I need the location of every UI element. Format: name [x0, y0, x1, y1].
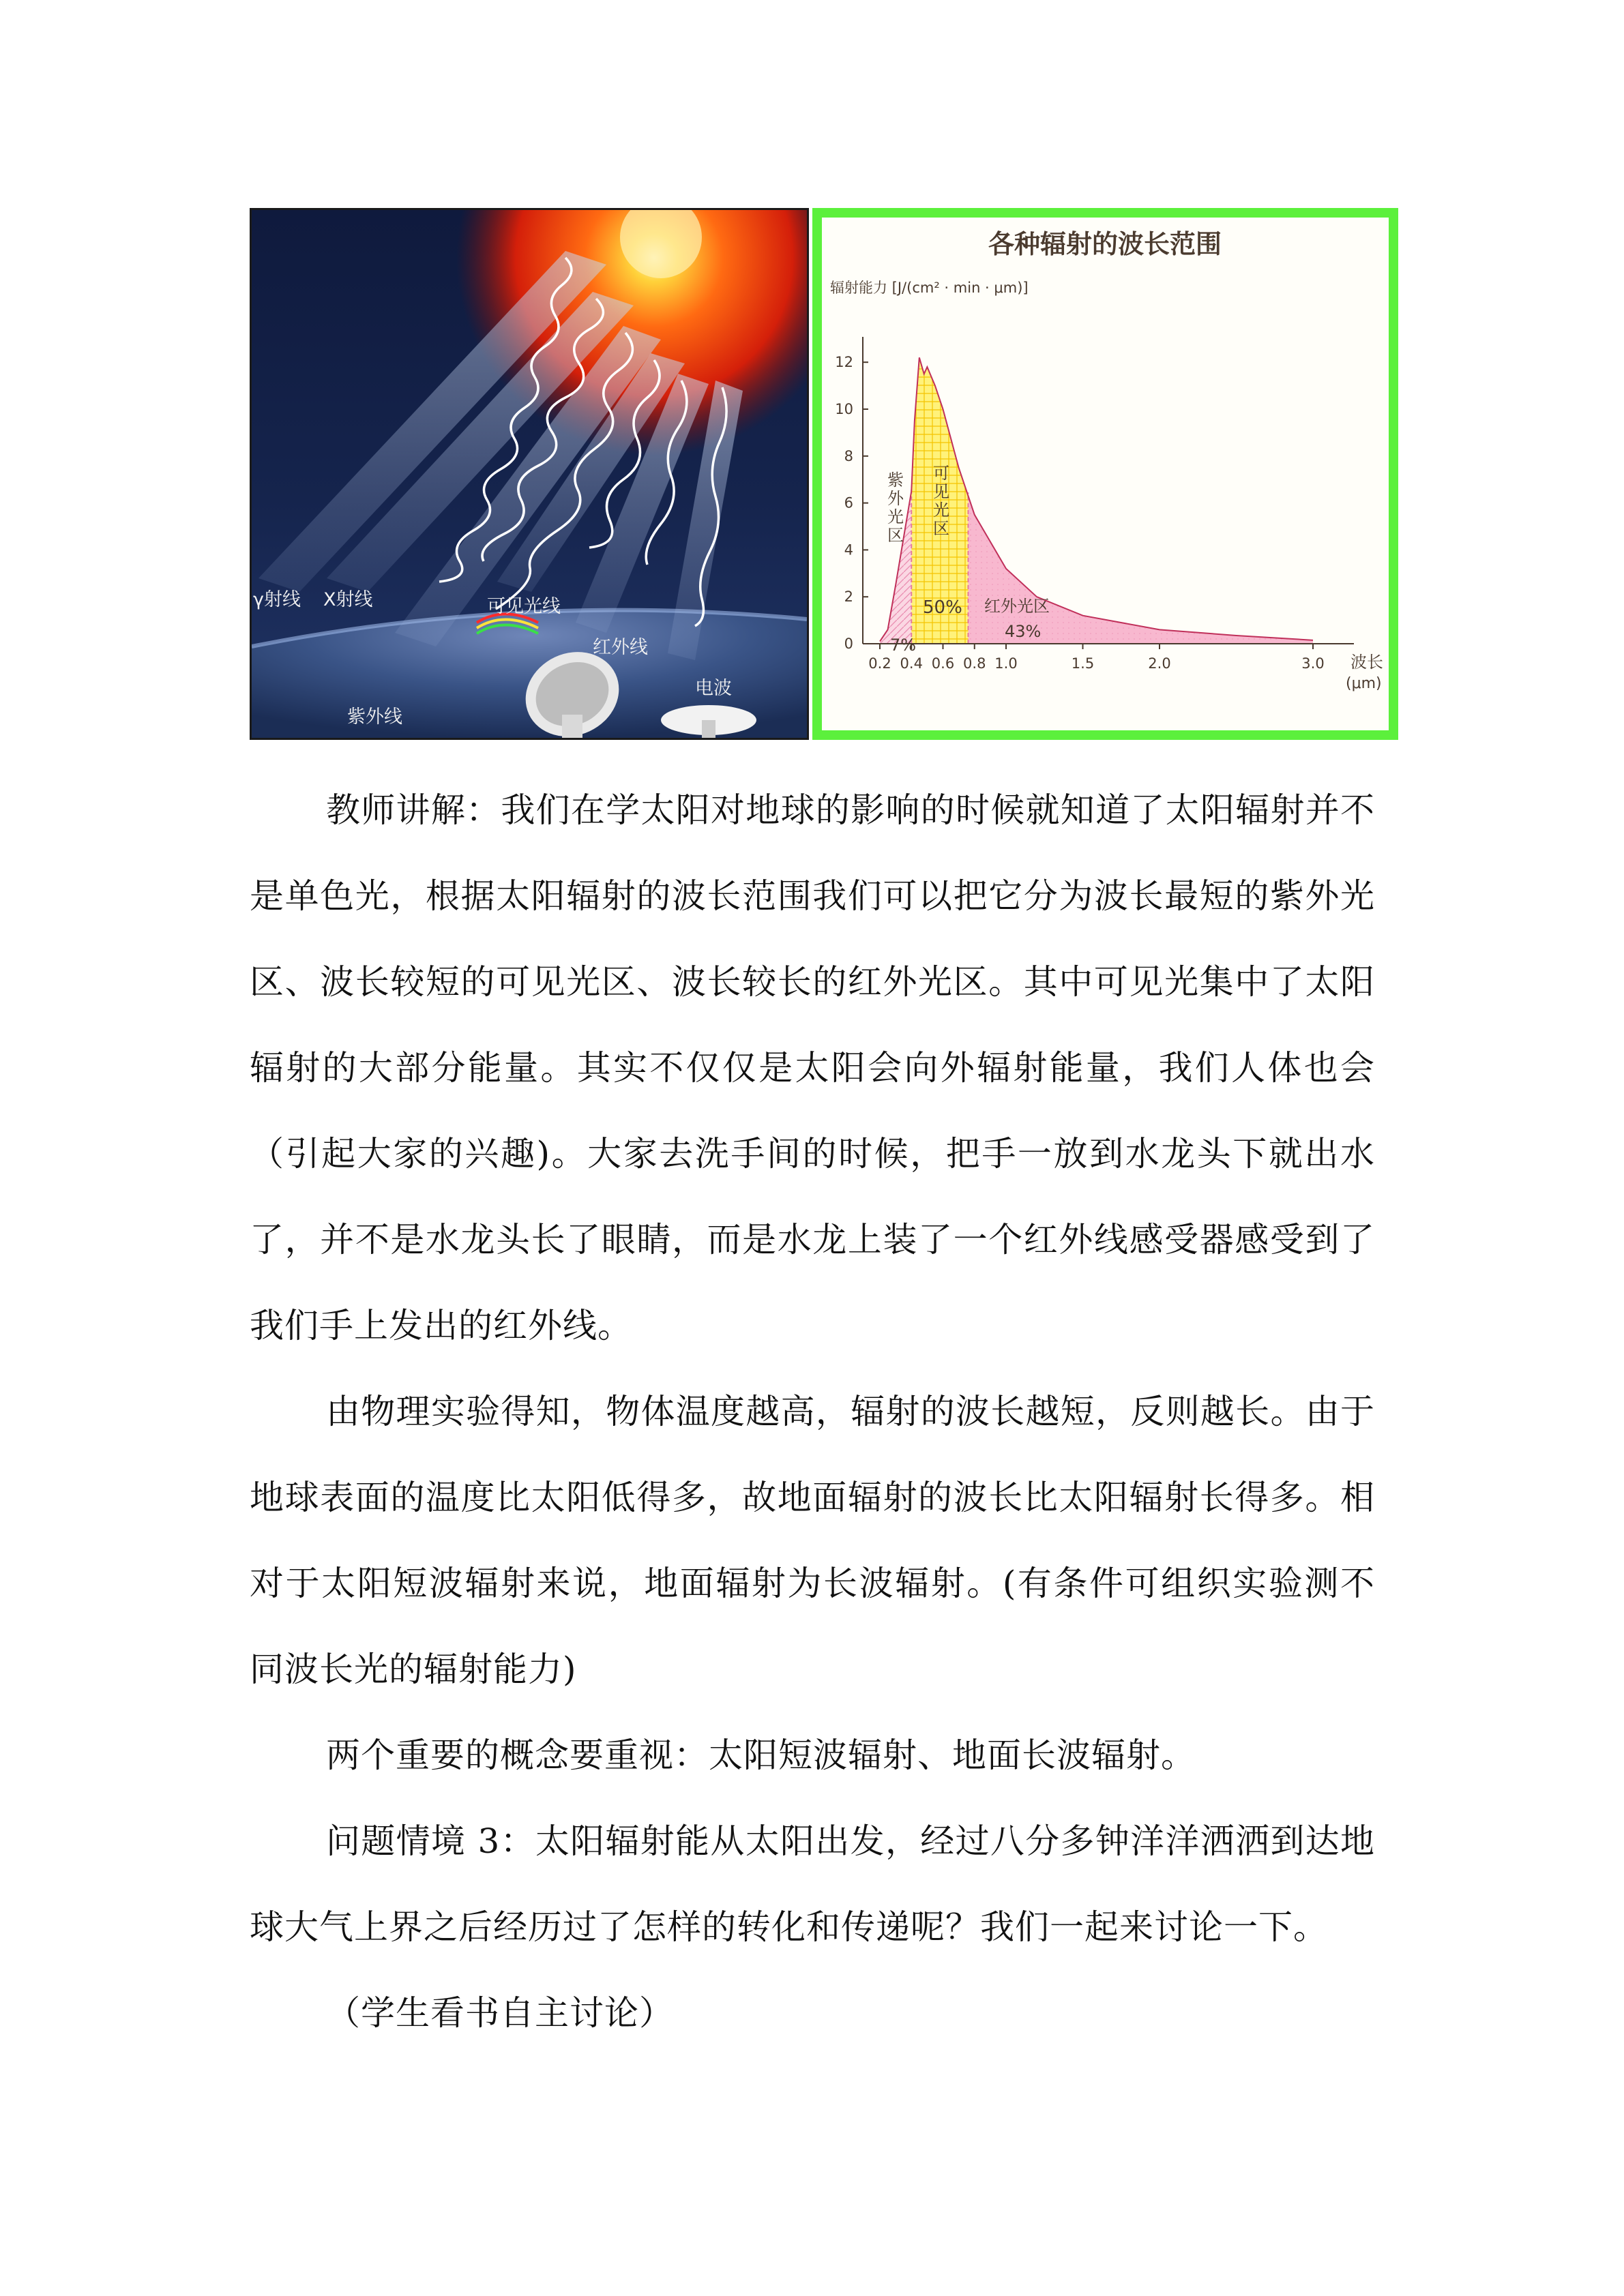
vis-label-char-4: 区: [933, 519, 949, 538]
ir-percent: 43%: [1005, 622, 1042, 641]
chart-ylabel: 辐射能力 [J/(cm² · min · μm)]: [830, 280, 1029, 296]
spectrum-chart-panel: [812, 208, 1398, 740]
x-tick-label: 0.8: [963, 655, 986, 672]
solar-radiation-svg: [252, 210, 807, 738]
y-tick-label: 12: [835, 354, 853, 371]
figure-row: [250, 208, 1398, 740]
uv-label-char-3: 光: [887, 507, 904, 526]
visible-percent: 50%: [923, 597, 962, 618]
paragraph-teacher-explanation: 教师讲解：我们在学太阳对地球的影响的时候就知道了太阳辐射并不是单色光，根据太阳辐射的波长范围我们可以把它分为波长最短的紫外光区、波长较短的可见光区、波长较长的红外光区。其中可见光集中了太阳辐射的大部分能量。其实不仅仅是太阳会向外辐射能量，我们人体也会（引起大家的兴趣)。大家去洗手间的时候，把手一放到水龙头下就出水了，并不是水龙头长了眼睛，而是水龙上装了一个红外线感受器感受到了我们手上发出的红外线。: [250, 790, 1375, 1345]
paragraph-problem-scenario-3: 问题情境 3：太阳辐射能从太阳出发，经过八分多钟洋洋洒洒到达地球大气上界之后经历过了怎样的转化和传递呢？我们一起来讨论一下。: [250, 1821, 1375, 1947]
y-tick-label: 4: [844, 541, 853, 558]
x-ticks: [868, 644, 1324, 672]
y-tick-label: 10: [835, 401, 853, 417]
vis-label-char-2: 见: [933, 482, 949, 501]
x-tick-label: 0.2: [868, 655, 891, 672]
paragraph-student-discussion: （学生看书自主讨论）: [326, 1993, 674, 2033]
body-text: [250, 767, 1375, 2056]
uv-percent: 7%: [890, 636, 917, 655]
x-tick-label: 1.0: [994, 655, 1018, 672]
y-tick-label: 6: [844, 494, 853, 511]
x-tick-label: 2.0: [1148, 655, 1171, 672]
y-tick-label: 8: [844, 447, 853, 464]
x-tick-label: 0.6: [931, 655, 955, 672]
vis-label-char-3: 光: [933, 501, 949, 520]
x-axis-label: 波长: [1350, 653, 1383, 672]
solar-radiation-illustration: [250, 208, 809, 740]
uv-label-char-2: 外: [887, 489, 904, 508]
label-xray: X射线: [323, 589, 373, 610]
uv-label-char-4: 区: [887, 526, 904, 545]
x-axis-unit: (μm): [1346, 675, 1382, 692]
x-tick-label: 1.5: [1071, 655, 1095, 672]
uv-label-char-1: 紫: [887, 471, 904, 490]
label-visible: 可见光线: [487, 596, 561, 617]
y-tick-label: 0: [844, 636, 853, 652]
x-tick-label: 0.4: [900, 655, 923, 672]
label-radio: 电波: [695, 678, 732, 699]
label-uv: 紫外线: [347, 706, 402, 728]
label-ir: 红外线: [593, 637, 648, 658]
paragraph-physics-experiment: 由物理实验得知，物体温度越高，辐射的波长越短，反则越长。由于地球表面的温度比太阳低得多，故地面辐射的波长比太阳辐射长得多。相对于太阳短波辐射来说，地面辐射为长波辐射。(有条件可组织实验测不同波长光的辐射能力): [250, 1392, 1375, 1689]
chart-title: 各种辐射的波长范围: [988, 229, 1222, 259]
spectrum-chart: [822, 218, 1389, 730]
vis-label-char-1: 可: [933, 464, 949, 483]
ir-label: 红外光区: [984, 597, 1050, 616]
x-tick-label: 3.0: [1301, 655, 1325, 672]
paragraph-key-concepts: 两个重要的概念要重视：太阳短波辐射、地面长波辐射。: [326, 1735, 1196, 1775]
label-gamma: γ射线: [253, 589, 301, 610]
y-tick-label: 2: [844, 588, 853, 606]
